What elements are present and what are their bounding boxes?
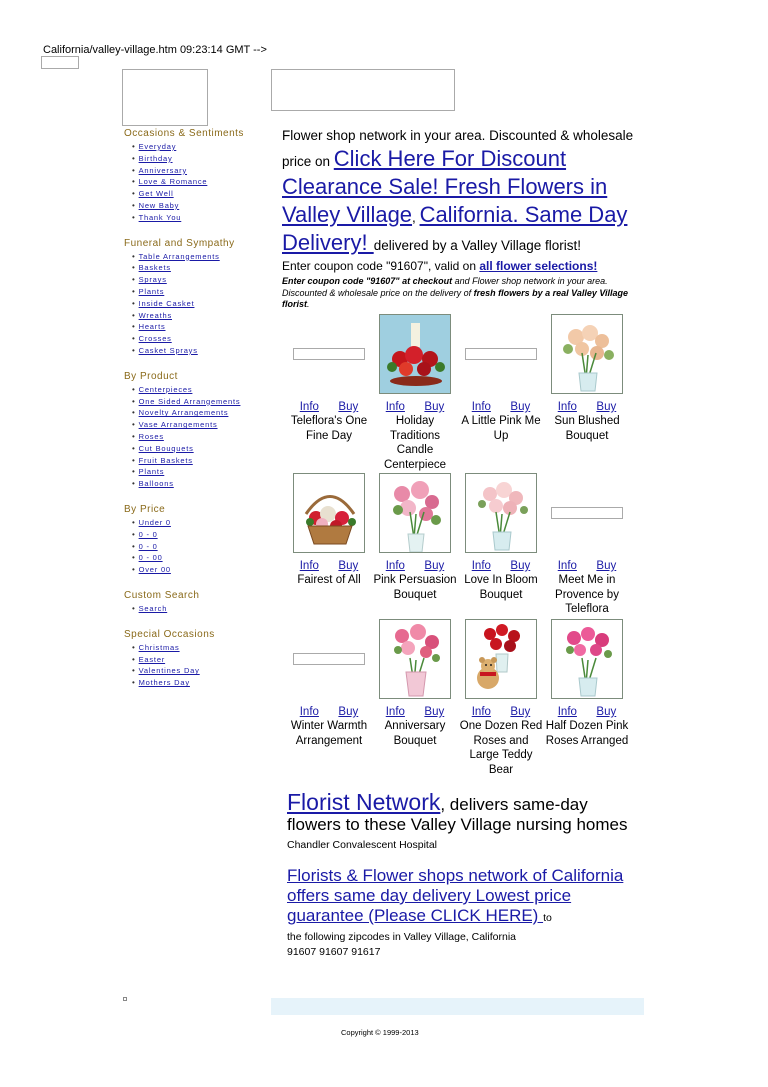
sidebar-link[interactable]: Wreaths — [138, 310, 172, 320]
sidebar-heading: Occasions & Sentiments — [124, 128, 244, 139]
hospital-name: Chandler Convalescent Hospital — [287, 839, 437, 851]
note-end: . — [307, 299, 310, 309]
sidebar-item — [132, 384, 274, 396]
sidebar-item — [132, 677, 274, 689]
sidebar-link[interactable]: Centerpieces — [138, 384, 193, 394]
sidebar-link[interactable]: Christmas — [138, 642, 180, 652]
product-image-wrap — [544, 313, 630, 395]
product-image-placeholder[interactable] — [551, 507, 623, 519]
sidebar-link[interactable]: Inside Casket — [138, 298, 195, 308]
info-link[interactable]: Info — [471, 560, 491, 572]
sidebar-item — [132, 466, 274, 478]
info-link[interactable]: Info — [471, 706, 491, 718]
product-card — [372, 313, 458, 472]
florist-title-rest: , delivers same-day flowers to these Valley Village nursing homes — [287, 795, 628, 834]
info-link[interactable]: Info — [299, 560, 319, 572]
sidebar-link[interactable]: Easter — [138, 654, 166, 664]
product-links — [458, 401, 544, 413]
buy-link[interactable]: Buy — [510, 706, 531, 718]
product-links — [286, 401, 372, 413]
footer-bar — [271, 998, 644, 1015]
info-link[interactable]: Info — [385, 706, 405, 718]
product-image[interactable] — [379, 314, 451, 394]
info-link[interactable]: Info — [557, 560, 577, 572]
product-card — [372, 472, 458, 618]
sidebar-link[interactable]: Thank You — [138, 212, 182, 222]
product-links — [286, 560, 372, 572]
product-image-wrap — [544, 618, 630, 700]
sidebar-item — [132, 286, 274, 298]
sidebar-list — [124, 517, 274, 576]
sidebar-link[interactable]: Table Arrangements — [138, 251, 220, 261]
sidebar-list — [124, 141, 274, 224]
sidebar-link[interactable]: Mothers Day — [138, 678, 190, 688]
buy-link[interactable]: Buy — [510, 560, 531, 572]
sidebar-heading: Custom Search — [124, 589, 200, 601]
sidebar-item — [132, 333, 274, 345]
sidebar-link[interactable]: Cut Bouquets — [138, 443, 194, 453]
product-image-wrap — [544, 472, 630, 554]
sidebar-link[interactable]: Love & Romance — [138, 177, 208, 187]
buy-link[interactable]: Buy — [338, 401, 359, 413]
product-card — [544, 313, 630, 472]
copyright: Copyright © 1999-2013 — [341, 1028, 419, 1037]
sidebar-item — [132, 564, 274, 576]
product-links — [544, 401, 630, 413]
click-here-link[interactable]: Florists & Flower shops network of California offers same day delivery Lowest price guarantee (Please CLICK HERE) — [287, 866, 624, 925]
sidebar-link[interactable]: Get Well — [138, 189, 174, 199]
product-image-placeholder[interactable] — [465, 348, 537, 360]
buy-link[interactable]: Buy — [424, 401, 445, 413]
page-header-text: California/valley-village.htm 09:23:14 GMT --> — [43, 44, 267, 56]
sidebar-item — [132, 176, 274, 188]
product-card — [544, 618, 630, 788]
intro-text-2: delivered by a Valley Village florist! — [373, 238, 582, 253]
product-name: A Little Pink Me Up — [461, 415, 541, 442]
sidebar-link[interactable]: Sprays — [138, 275, 167, 285]
product-links — [544, 706, 630, 718]
product-image[interactable] — [293, 473, 365, 553]
info-link[interactable]: Info — [557, 401, 577, 413]
sidebar-item — [132, 431, 274, 443]
sidebar-item — [132, 478, 274, 490]
sidebar-heading: By Price — [124, 503, 166, 515]
sidebar-heading: Special Occasions — [124, 628, 215, 640]
sidebar-link[interactable]: Casket Sprays — [138, 345, 198, 355]
buy-link[interactable]: Buy — [338, 706, 359, 718]
product-image-wrap — [372, 313, 458, 395]
product-image-wrap — [372, 472, 458, 554]
sidebar-list — [124, 251, 274, 357]
sidebar-item — [132, 298, 274, 310]
zip-list: 91607 91607 91617 — [287, 946, 381, 958]
sidebar-item — [132, 665, 274, 677]
info-link[interactable]: Info — [299, 706, 319, 718]
sidebar-item — [132, 310, 274, 322]
sidebar-link[interactable]: 0 - 00 — [138, 553, 163, 563]
florist-title — [287, 789, 632, 835]
product-links — [458, 706, 544, 718]
sidebar-link[interactable]: Roses — [138, 431, 164, 441]
sidebar-link[interactable]: New Baby — [138, 200, 180, 210]
product-name: Sun Blushed Bouquet — [554, 415, 620, 442]
sidebar-link[interactable]: 0 - 0 — [138, 529, 158, 539]
sidebar-list — [124, 384, 274, 490]
product-name: Fairest of All — [297, 574, 361, 586]
sidebar-link[interactable]: Plants — [138, 467, 165, 477]
product-image-wrap — [286, 313, 372, 395]
buy-link[interactable]: Buy — [424, 560, 445, 572]
buy-link[interactable]: Buy — [338, 560, 359, 572]
product-card — [286, 472, 372, 618]
product-name: Anniversary Bouquet — [384, 720, 446, 747]
info-link[interactable]: Info — [385, 560, 405, 572]
product-card — [286, 618, 372, 788]
product-card — [458, 618, 544, 788]
sidebar-link[interactable]: Crosses — [138, 334, 172, 344]
sidebar-item — [132, 603, 274, 615]
sidebar-link[interactable]: Fruit Baskets — [138, 455, 193, 465]
product-card — [458, 313, 544, 472]
sidebar-item — [132, 251, 274, 263]
same-day-link[interactable]: California. Same Day Delivery! — [282, 202, 628, 255]
sidebar-link[interactable]: Valentines Day — [138, 666, 200, 676]
product-image[interactable] — [465, 473, 537, 553]
product-card — [544, 472, 630, 618]
product-links — [544, 560, 630, 572]
buy-link[interactable]: Buy — [596, 706, 617, 718]
sidebar-item — [132, 212, 274, 224]
product-name: Love In Bloom Bouquet — [464, 574, 538, 601]
product-grid — [286, 313, 630, 788]
product-image-placeholder[interactable] — [293, 653, 365, 665]
product-card — [372, 618, 458, 788]
sidebar-list — [124, 603, 274, 615]
sidebar-heading: By Product — [124, 370, 178, 382]
product-image-wrap — [286, 618, 372, 700]
product-image[interactable] — [551, 314, 623, 394]
sidebar-item — [132, 443, 274, 455]
sidebar-item — [132, 153, 274, 165]
tiny-square — [123, 997, 127, 1001]
sidebar-link[interactable]: Search — [138, 603, 168, 613]
product-links — [372, 401, 458, 413]
product-card — [286, 313, 372, 472]
product-links — [458, 560, 544, 572]
product-row — [286, 313, 630, 472]
product-image[interactable] — [551, 619, 623, 699]
buy-link[interactable]: Buy — [424, 706, 445, 718]
product-links — [286, 706, 372, 718]
sidebar-item — [132, 396, 274, 408]
info-link[interactable]: Info — [471, 401, 491, 413]
sidebar-item — [132, 419, 274, 431]
product-links — [372, 706, 458, 718]
product-name: Holiday Traditions Candle Centerpiece — [383, 415, 446, 471]
sidebar-item — [132, 200, 274, 212]
to-text: to — [543, 912, 552, 924]
sidebar-item — [132, 552, 274, 564]
product-row — [286, 618, 630, 788]
banner-placeholder — [271, 69, 455, 111]
logo-placeholder — [122, 69, 208, 126]
florist-section — [287, 789, 632, 959]
product-name: Teleflora's One Fine Day — [290, 415, 368, 442]
intro-text: Flower shop network in your area. Discounted & wholesale price on — [282, 128, 634, 169]
product-image-placeholder[interactable] — [293, 348, 365, 360]
sidebar-item — [132, 529, 274, 541]
product-image-wrap — [458, 618, 544, 700]
product-image[interactable] — [379, 619, 451, 699]
note-bold-2: fresh flowers by a real Valley Village florist — [282, 287, 629, 309]
product-card — [458, 472, 544, 618]
sidebar-link[interactable]: Vase Arrangements — [138, 420, 218, 430]
product-name: One Dozen Red Roses and Large Teddy Bear — [459, 720, 543, 776]
sidebar-link[interactable]: Birthday — [138, 153, 173, 163]
sidebar-item — [132, 654, 274, 666]
product-image-wrap — [372, 618, 458, 700]
product-name: Pink Persuasion Bouquet — [373, 574, 457, 601]
sidebar-link[interactable]: Everyday — [138, 142, 177, 151]
sidebar-link[interactable]: Plants — [138, 286, 165, 296]
sidebar-link[interactable]: Over 00 — [138, 565, 171, 575]
coupon-note — [282, 276, 642, 311]
note-bold-1: Enter coupon code "91607" at checkout — [282, 276, 453, 286]
sidebar-nav — [124, 128, 274, 689]
zip-intro: the following zipcodes in Valley Village, California — [287, 931, 516, 943]
sidebar-link[interactable]: Balloons — [138, 479, 174, 489]
sidebar-link[interactable]: Novelty Arrangements — [138, 408, 229, 418]
comma: , — [412, 210, 420, 225]
sidebar-item — [132, 345, 274, 357]
buy-link[interactable]: Buy — [596, 401, 617, 413]
sidebar-item — [132, 188, 274, 200]
info-link[interactable]: Info — [299, 401, 319, 413]
sidebar-item — [132, 274, 274, 286]
sidebar-item — [132, 407, 274, 419]
sidebar-link[interactable]: 0 - 0 — [138, 541, 158, 551]
note-text: and Flower shop network in your area. Discounted & wholesale price on the delivery of — [282, 276, 608, 298]
product-image-wrap — [458, 472, 544, 554]
sidebar-item — [132, 262, 274, 274]
sidebar-link[interactable]: One Sided Arrangements — [138, 396, 241, 406]
product-image-wrap — [286, 472, 372, 554]
product-name: Meet Me in Provence by Teleflora — [555, 574, 619, 615]
product-name: Half Dozen Pink Roses Arranged — [545, 720, 629, 747]
all-flowers-link[interactable]: all flower selections! — [479, 259, 598, 273]
sidebar-link[interactable]: Under 0 — [138, 517, 171, 527]
sidebar-link[interactable]: Baskets — [138, 263, 171, 273]
product-image[interactable] — [465, 619, 537, 699]
sidebar-item — [132, 642, 274, 654]
sidebar-item — [132, 165, 274, 177]
main-intro — [282, 127, 642, 311]
product-image[interactable] — [379, 473, 451, 553]
product-links — [372, 560, 458, 572]
sidebar-item — [132, 141, 274, 153]
product-name: Winter Warmth Arrangement — [290, 720, 368, 747]
info-link[interactable]: Info — [385, 401, 405, 413]
coupon-line — [282, 258, 642, 274]
florist-network-link[interactable]: Florist Network — [287, 789, 441, 815]
coupon-text: Enter coupon code "91607", valid on — [282, 259, 480, 273]
intro-paragraph — [282, 127, 642, 257]
sidebar-link[interactable]: Hearts — [138, 322, 166, 332]
sidebar-link[interactable]: Anniversary — [138, 165, 188, 175]
buy-link[interactable]: Buy — [596, 560, 617, 572]
sidebar-item — [132, 541, 274, 553]
product-image-wrap — [458, 313, 544, 395]
florist-network-paragraph — [287, 866, 632, 928]
sidebar-item — [132, 455, 274, 467]
info-link[interactable]: Info — [557, 706, 577, 718]
sidebar-heading: Funeral and Sympathy — [124, 237, 235, 249]
product-row — [286, 472, 630, 618]
sidebar-item — [132, 321, 274, 333]
small-placeholder-box — [41, 56, 79, 69]
buy-link[interactable]: Buy — [510, 401, 531, 413]
sidebar-list — [124, 642, 274, 689]
discount-link[interactable]: Click Here For Discount Clearance Sale! Fresh Flowers in Valley Village — [282, 146, 608, 227]
sidebar-item — [132, 517, 274, 529]
